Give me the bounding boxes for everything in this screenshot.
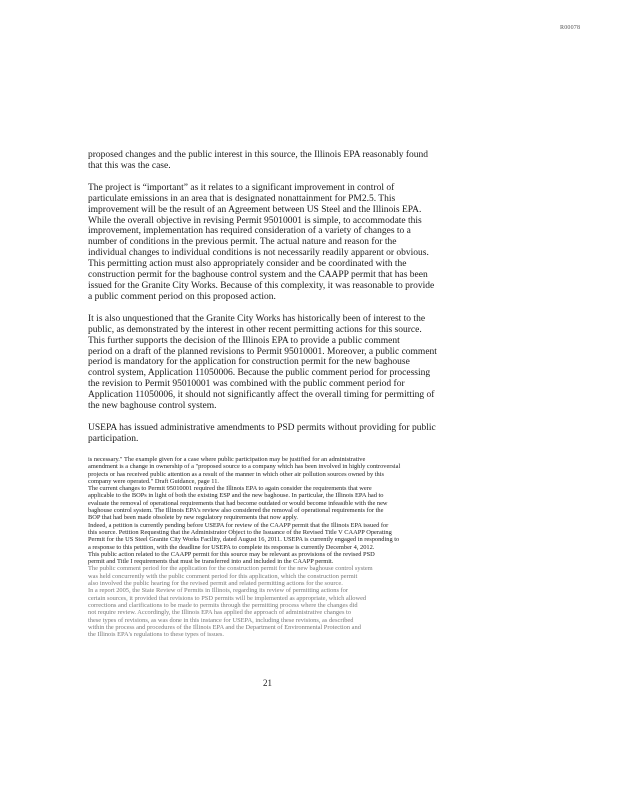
- footnotes: [88, 456, 460, 638]
- text-line: This permitting action must also appropriately consider and be coordinated with the: [88, 259, 407, 270]
- text-line: proposed changes and the public interest in this source, the Illinois EPA reasonably found: [88, 150, 429, 160]
- footnote-line: corrections and clarifications to be made to permits through the permitting process where the changes did: [88, 601, 358, 609]
- text-line: number of conditions in the previous permit. The actual nature and reason for the: [88, 237, 397, 248]
- text-line: public, as demonstrated by the interest in other recent permitting actions for this source.: [88, 324, 422, 335]
- footnote-line: also involved the public hearing for the revised permit and related permitting actions for the source.: [88, 580, 343, 588]
- footnote-line: Indeed, a petition is currently pending before USEPA for review of the CAAPP permit that the Illinois EPA issued for: [88, 521, 389, 529]
- text-line: issued for the Granite City Works. Because of this complexity, it was reasonable to provide: [88, 280, 435, 291]
- footnote-line: evaluate the removal of operational requirements that had become outdated or would become infeasible with the new: [88, 499, 388, 507]
- text-line: particulate emissions in an area that is designated nonattainment for PM2.5. This: [88, 193, 396, 204]
- paragraph-1: [88, 150, 433, 172]
- footnote-line: This public action related to the CAAPP permit for this source may be relevant as provisions of the revised PSD: [88, 550, 375, 558]
- footnote-line: In a report 2005, the State Review of Permits in Illinois, regarding its review of permitting actions for: [88, 587, 349, 595]
- footnote-line: Permit for the US Steel Granite City Works Facility, dated August 16, 2011. USEPA is currently engaged in responding to: [88, 536, 400, 544]
- footnote-line: these types of revisions, as was done in this instance for USEPA, including these revisions, as described: [88, 616, 354, 624]
- footnote-line: this source. Petition Requesting that the Administrator Object to the Issuance of the Revised Title V CAAPP Operating: [88, 528, 392, 536]
- text-line: the revision to Permit 95010001 was combined with the public comment period for: [88, 379, 405, 390]
- paragraph-3: [88, 313, 437, 412]
- footnote-line: not require review. Accordingly, the Illinois EPA has applied the approach of administrative changes to: [88, 609, 352, 617]
- footnote-line: amendment is a change in ownership of a "proposed source to a company which has been involved in highly controversial: [88, 463, 401, 471]
- text-line: the new baghouse control system.: [88, 401, 217, 412]
- text-line: control system, Application 11050006. Because the public comment period for processing: [88, 368, 431, 379]
- footnote-line: projects or has received public attention as a result of the manner in which other air pollution sources owned by this: [88, 470, 385, 478]
- text-line: While the overall objective in revising Permit 95010001 is simple, to accommodate this: [88, 215, 422, 226]
- text-line: improvement will be the result of an Agreement between US Steel and the Illinois EPA.: [88, 204, 422, 215]
- footnote-line: The current changes to Permit 95010001 required the Illinois EPA to again consider the requirements that were: [88, 485, 372, 493]
- footnote-line: within the process and procedures of the Illinois EPA and the Department of Environmental Protection and: [88, 623, 361, 631]
- paragraph-2: [88, 183, 433, 303]
- text-line: construction permit for the baghouse control system and the CAAPP permit that has been: [88, 270, 428, 281]
- footnote-line: The public comment period for the application for the construction permit for the new baghouse control system: [88, 565, 373, 573]
- footnote-line: the Illinois EPA's regulations to these types of issues.: [88, 631, 224, 639]
- text-line: This further supports the decision of the Illinois EPA to provide a public comment: [88, 335, 400, 346]
- page-number: 21: [263, 678, 272, 688]
- footnote-line: BOP that had been made obsolete by new regulatory requirements that now apply.: [88, 514, 299, 522]
- footnote-line: certain sources, it provided that revisions to PSD permits will be implemented as appropriate, which allowed: [88, 594, 367, 602]
- footnote-line: applicable to the BOPs in light of both the existing ESP and the new baghouse. In particular, the Illinois EPA had to: [88, 492, 384, 500]
- footnote-line: company were operated." Draft Guidance, page 11.: [88, 477, 220, 485]
- document-body: [88, 150, 437, 456]
- text-line: period is mandatory for the application for construction permit for the new baghouse: [88, 357, 410, 368]
- text-line: It is also unquestioned that the Granite City Works has historically been of interest to the: [88, 313, 426, 324]
- text-line: USEPA has issued administrative amendments to PSD permits without providing for public: [88, 422, 436, 433]
- text-line: improvement, implementation has required consideration of a variety of changes to a: [88, 226, 411, 237]
- text-line: Application 11050006, it should not significantly affect the overall timing for permitting of: [88, 390, 435, 401]
- text-line: a public comment period on this proposed action.: [88, 291, 276, 302]
- footnote-line: is necessary." The example given for a case where public participation may be justified for an administrative: [88, 456, 366, 463]
- text-line: that this was the case.: [88, 160, 171, 171]
- text-line: individual changes to individual conditions is not necessarily readily apparent or obvious.: [88, 248, 429, 259]
- footnote-line: a response to this petition, with the deadline for USEPA to complete its response is currently December 4, 2012.: [88, 543, 375, 551]
- footnote-line: was held concurrently with the public comment period for this application, which the construction permit: [88, 572, 358, 580]
- text-line: The project is “important” as it relates to a significant improvement in control of: [88, 182, 395, 193]
- footnote-text: [88, 456, 460, 638]
- footnote-line: permit and Title I requirements that must be transferred into and included in the CAAPP permit.: [88, 558, 334, 566]
- text-line: participation.: [88, 433, 139, 444]
- footnote-line: baghouse control system. The Illinois EPA's review also considered the removal of operational requirements for the: [88, 507, 384, 515]
- paragraph-4: [88, 422, 436, 445]
- text-line: period on a draft of the planned revisions to Permit 95010001. Moreover, a public comment: [88, 346, 437, 357]
- bates-number: R00078: [560, 25, 581, 31]
